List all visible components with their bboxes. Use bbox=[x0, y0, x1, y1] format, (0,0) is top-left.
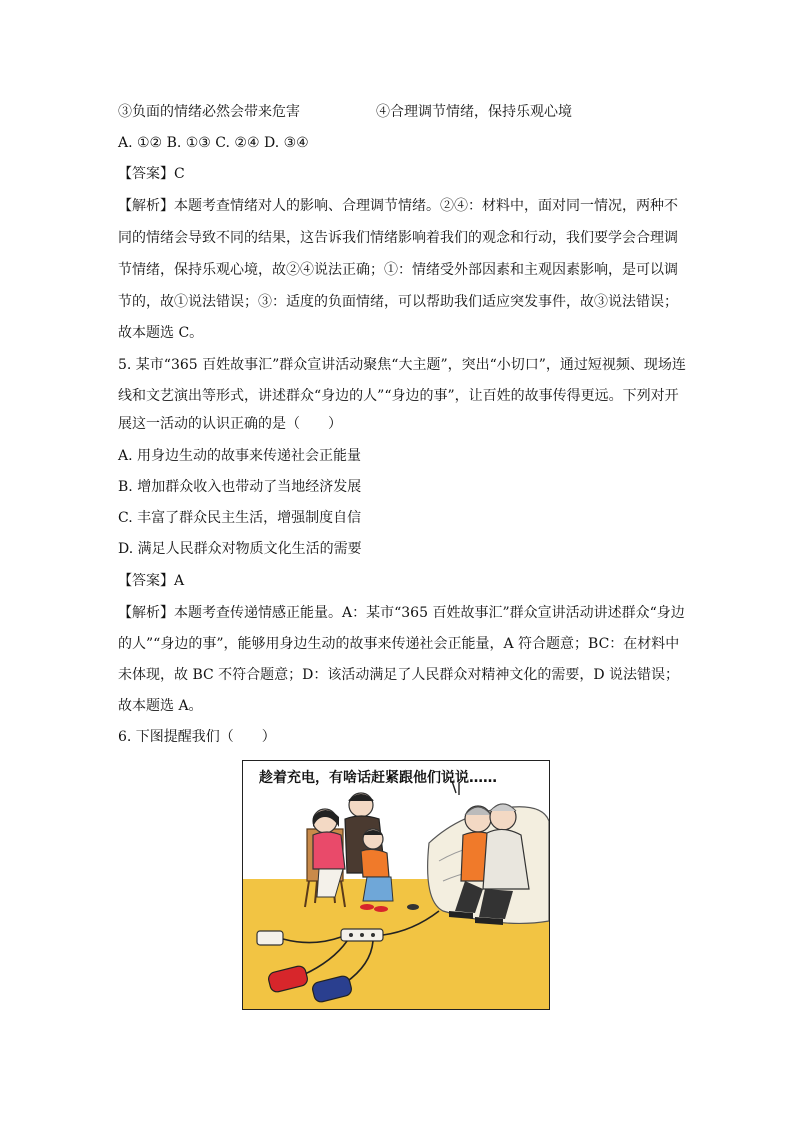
q4-analysis-line: 故本题选 C。 bbox=[118, 325, 204, 341]
q5-analysis-line: 的人”“身边的事”，能够用身边生动的故事来传递社会正能量，A 符合题意；BC：在材料中 bbox=[118, 636, 680, 652]
cartoon-grandpa-body bbox=[483, 829, 529, 889]
q4-analysis-line: 【解析】本题考查情绪对人的影响、合理调节情绪。②④：材料中，面对同一情况，两种不 bbox=[118, 198, 678, 214]
q4-analysis-line: 同的情绪会导致不同的结果，这告诉我们情绪影响着我们的观念和行动，我们要学会合理调 bbox=[118, 230, 678, 246]
q5-option-a: A. 用身边生动的故事来传递社会正能量 bbox=[118, 448, 362, 464]
q4-answer: 【答案】C bbox=[118, 166, 185, 182]
q5-answer: 【答案】A bbox=[118, 573, 185, 589]
cartoon-charger bbox=[257, 931, 283, 945]
cartoon-mother-body bbox=[313, 832, 345, 869]
q4-options-row bbox=[118, 102, 572, 122]
q5-stem-line: 线和文艺演出等形式，讲述群众“身边的人”“身边的事”，让百姓的故事传得更远。下列对开 bbox=[118, 388, 679, 404]
q4-option-3: ③负面的情绪必然会带来危害 bbox=[118, 104, 300, 120]
charging-family-cartoon bbox=[242, 760, 550, 1010]
q4-analysis-line: 节情绪，保持乐观心境，故②④说法正确；①：情绪受外部因素和主观因素影响，是可以调 bbox=[118, 262, 678, 278]
q5-stem-line: 展这一活动的认识正确的是（ ） bbox=[118, 416, 342, 432]
q5-option-c: C. 丰富了群众民主生活，增强制度自信 bbox=[118, 510, 362, 526]
cartoon-caption: 趁着充电，有啥话赶紧跟他们说说…… bbox=[259, 770, 497, 786]
q5-stem-line: 5. 某市“365 百姓故事汇”群众宣讲活动聚焦“大主题”，突出“小切口”，通过短视频、现场连 bbox=[118, 357, 686, 373]
q4-analysis-line: 节的，故①说法错误；③：适度的负面情绪，可以帮助我们适应突发事件，故③说法错误； bbox=[118, 294, 678, 310]
q4-choices: A. ①② B. ①③ C. ②④ D. ③④ bbox=[118, 135, 309, 151]
cartoon-illustration bbox=[243, 761, 549, 1009]
q5-analysis-line: 【解析】本题考查传递情感正能量。A：某市“365 百姓故事汇”群众宣讲活动讲述群众“身边 bbox=[118, 605, 685, 621]
q5-option-b: B. 增加群众收入也带动了当地经济发展 bbox=[118, 479, 362, 495]
q5-analysis-line: 故本题选 A。 bbox=[118, 698, 203, 714]
q4-option-4: ④合理调节情绪，保持乐观心境 bbox=[376, 104, 572, 120]
q5-analysis-line: 未体现，故 BC 不符合题意；D：该活动满足了人民群众对精神文化的需要，D 说法错误； bbox=[118, 667, 680, 683]
q6-stem: 6. 下图提醒我们（ ） bbox=[118, 729, 276, 745]
q5-option-d: D. 满足人民群众对物质文化生活的需要 bbox=[118, 541, 362, 557]
cartoon-child-body bbox=[361, 849, 389, 877]
